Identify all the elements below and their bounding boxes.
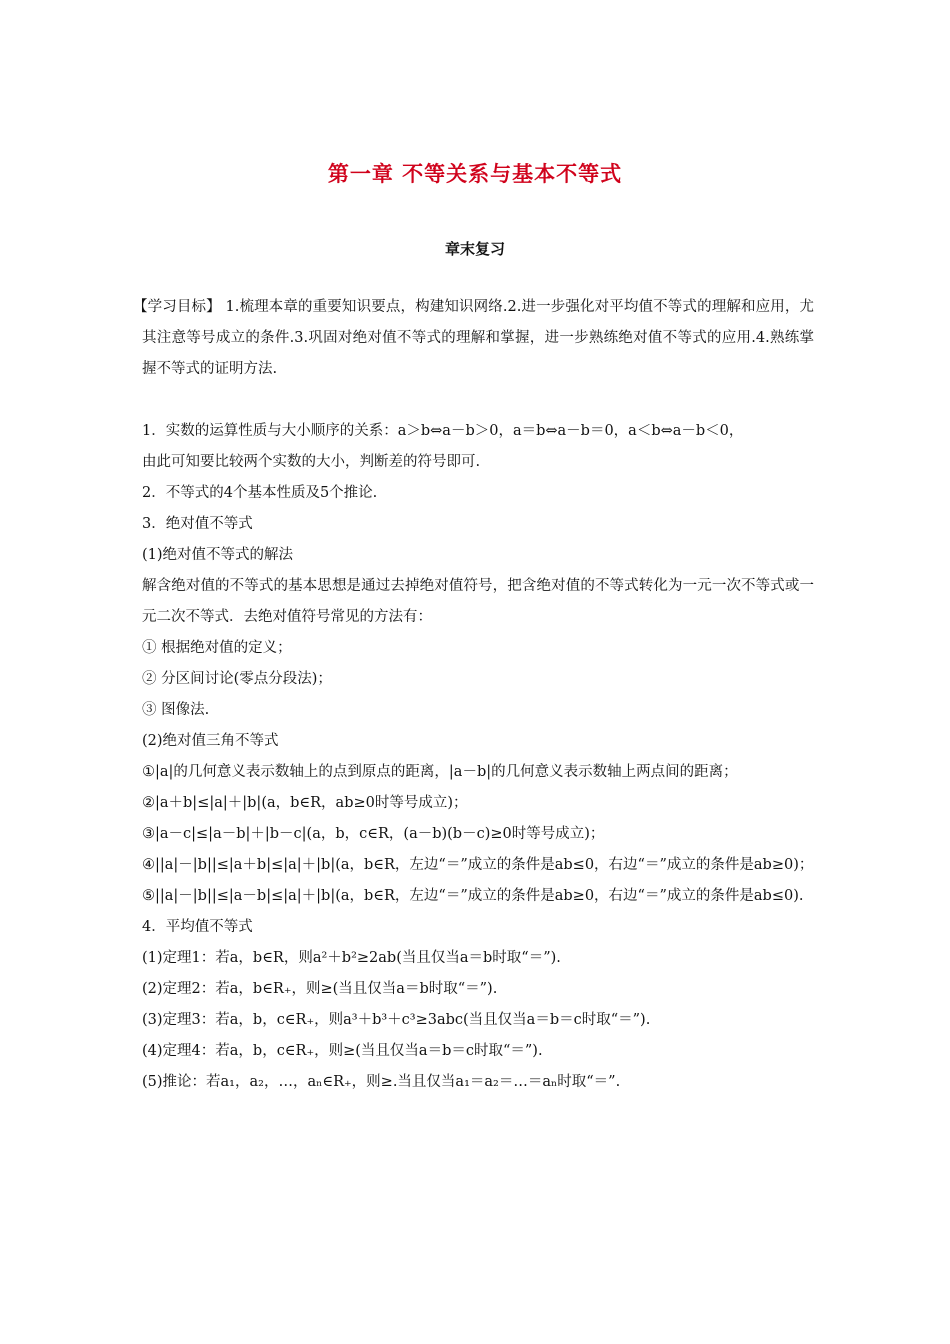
content-line-16: 4．平均值不等式 [142, 919, 253, 935]
content-line-20: (4)定理4：若a，b，c∈R₊，则≥(当且仅当a＝b＝c时取“＝”). [142, 1043, 543, 1059]
content-line-12: ②|a＋b|≤|a|＋|b|(a，b∈R，ab≥0时等号成立)； [142, 795, 468, 811]
learning-goals-tag: 【学习目标】 [133, 299, 221, 315]
content-line-14: ④||a|－|b||≤|a＋b|≤|a|＋|b|(a，b∈R，左边“＝”成立的条件是ab≤0，右边“＝”成立的条件是ab≥0)； [142, 857, 814, 873]
content-line-13: ③|a－c|≤|a－b|＋|b－c|(a，b，c∈R，(a－b)(b－c)≥0时等号成立)； [142, 826, 605, 842]
content-line-2: 由此可知要比较两个实数的大小，判断差的符号即可. [142, 454, 481, 470]
content-line-21: (5)推论：若a₁，a₂，…，aₙ∈R₊，则≥.当且仅当a₁＝a₂＝…＝aₙ时取“＝”. [142, 1074, 621, 1090]
content-line-8: ② 分区间讨论(零点分段法)； [142, 671, 332, 687]
content-line-1: 1．实数的运算性质与大小顺序的关系：a＞b⇔a－b＞0，a＝b⇔a－b＝0，a＜b⇔a－b＜0， [142, 423, 744, 439]
content-line-15: ⑤||a|－|b||≤|a－b|≤|a|＋|b|(a，b∈R，左边“＝”成立的条件是ab≥0，右边“＝”成立的条件是ab≤0). [142, 888, 804, 904]
content-line-5: (1)绝对值不等式的解法 [142, 547, 294, 563]
content-line-11: ①|a|的几何意义表示数轴上的点到原点的距离，|a－b|的几何意义表示数轴上两点间的距离； [142, 764, 738, 780]
content-line-19: (3)定理3：若a，b，c∈R₊，则a³＋b³＋c³≥3abc(当且仅当a＝b＝c时取“＝”). [142, 1012, 651, 1028]
learning-goals [133, 292, 814, 385]
content-line-6: 解含绝对值的不等式的基本思想是通过去掉绝对值符号，把含绝对值的不等式转化为一元一次不等式或一元二次不等式．去绝对值符号常见的方法有： [142, 578, 814, 625]
content-line-17: (1)定理1：若a，b∈R，则a²＋b²≥2ab(当且仅当a＝b时取“＝”). [142, 950, 561, 966]
content-line-10: (2)绝对值三角不等式 [142, 733, 279, 749]
section-subtitle: 章末复习 [444, 240, 505, 258]
content-body [142, 416, 814, 1098]
learning-goals-text: 1.梳理本章的重要知识要点，构建知识网络.2.进一步强化对平均值不等式的理解和应用，尤其注意等号成立的条件.3.巩固对绝对值不等式的理解和掌握，进一步熟练绝对值不等式的应用.4.熟练掌握不等式的证明方法. [142, 299, 814, 377]
content-line-3: 2．不等式的4个基本性质及5个推论. [142, 485, 378, 501]
content-line-18: (2)定理2：若a，b∈R₊，则≥(当且仅当a＝b时取“＝”). [142, 981, 498, 997]
chapter-title: 第一章 不等关系与基本不等式 [327, 162, 623, 186]
content-line-9: ③ 图像法. [142, 702, 210, 718]
content-line-4: 3．绝对值不等式 [142, 516, 253, 532]
content-line-7: ① 根据绝对值的定义； [142, 640, 292, 656]
